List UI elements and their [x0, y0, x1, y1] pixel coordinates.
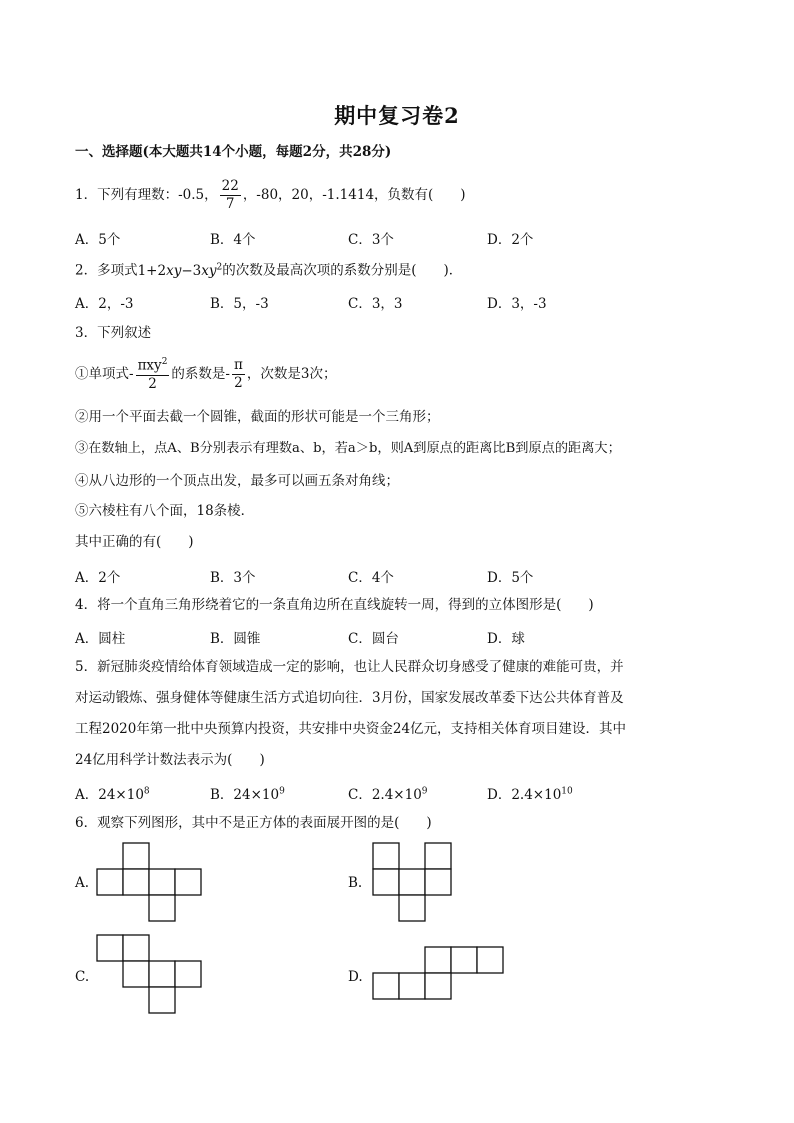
q2-expr-part: −3: [181, 262, 202, 279]
q3-statement-4: ④从八边形的一个顶点出发，最多可以画五条对角线；: [75, 473, 399, 489]
question-1: [75, 175, 466, 215]
question-5-line-1: 5．新冠肺炎疫情给体育领域造成一定的影响，也让人民群众切身感受了健康的难能可贵，并: [75, 659, 624, 675]
q1-text-pre: 1．下列有理数：-0.5，: [75, 187, 218, 203]
question-2: [75, 258, 462, 280]
q2-expr-exponent: 2: [216, 262, 223, 272]
q3-option-c: C．4个: [348, 570, 394, 586]
q6-net-b: [372, 842, 454, 922]
q5-option-d: [487, 783, 573, 803]
q1-option-b: B．4个: [210, 232, 256, 248]
question-5-line-2: 对运动锻炼、强身健体等健康生活方式追切向往．3月份，国家发展改革委下达公共体育普及: [75, 690, 624, 706]
q5-option-b: [210, 783, 285, 803]
q1-denominator: 7: [225, 196, 235, 212]
question-4: 4．将一个直角三角形绕着它的一条直角边所在直线旋转一周，得到的立体图形是( ): [75, 597, 594, 613]
q6-label-d: D.: [348, 969, 363, 985]
q3-option-d: D．5个: [487, 570, 534, 586]
q2-option-b: B．5，-3: [210, 296, 269, 312]
q3-s1-numerator-2: π: [232, 359, 245, 376]
q2-expr-part: 1+2: [137, 262, 167, 279]
q6-label-b: B.: [348, 875, 363, 891]
q3-s1-fraction-2: [232, 356, 245, 391]
q5-b-exponent: 9: [279, 786, 285, 797]
q3-s1-exponent: 2: [161, 356, 168, 367]
q2-option-d: D．3，-3: [487, 296, 547, 312]
q3-s1-denominator: 2: [148, 375, 157, 392]
q2-option-c: C．3，3: [348, 296, 403, 312]
q1-text-post: ，-80，20，-1.1414，负数有( ): [242, 187, 466, 203]
question-6: 6．观察下列图形，其中不是正方体的表面展开图的是( ): [75, 815, 432, 831]
q4-option-a: A．圆柱: [75, 631, 126, 647]
q6-net-d: [372, 946, 506, 1000]
question-5-line-4: 24亿用科学计数法表示为( ): [75, 752, 265, 768]
q6-label-a: A.: [75, 875, 90, 891]
q6-net-a: [96, 842, 204, 922]
q2-text-post: 的次数及最高次项的系数分别是( )．: [222, 262, 463, 279]
q3-s1-numerator: [136, 358, 170, 376]
q5-a-base: A．24×10: [75, 787, 144, 803]
q3-option-a: A．2个: [75, 570, 121, 586]
question-5-line-3: 工程2020年第一批中央预算内投资，共安排中央资金24亿元，支持相关体育项目建设．其中: [75, 721, 627, 737]
q5-a-exponent: 8: [143, 786, 150, 797]
q1-option-c: C．3个: [348, 232, 394, 248]
q2-expr-var: xy: [201, 262, 217, 279]
q3-s1-pre: ①单项式-: [75, 366, 134, 382]
q3-option-b: B．3个: [210, 570, 256, 586]
q3-s1-post: ，次数是3次；: [246, 366, 337, 382]
section-heading: 一、选择题(本大题共14个小题，每题2分，共28分): [75, 144, 392, 160]
question-3: 3．下列叙述: [75, 325, 152, 341]
q1-fraction: [220, 177, 241, 212]
q1-numerator: 22: [220, 180, 241, 197]
q3-s1-denominator-2: 2: [234, 375, 243, 391]
q6-label-c: C.: [75, 969, 90, 985]
q5-d-exponent: 10: [561, 786, 573, 797]
q6-net-c: [96, 934, 204, 1014]
q5-c-exponent: 9: [421, 786, 428, 797]
q2-expr-var: xy: [166, 262, 182, 279]
page-title: 期中复习卷2: [334, 103, 460, 128]
q5-b-base: B．24×10: [210, 787, 280, 803]
q3-statement-2: ②用一个平面去截一个圆锥，截面的形状可能是一个三角形；: [75, 409, 440, 425]
q5-c-base: C．2.4×10: [348, 787, 422, 803]
q3-s1-mid: 的系数是-: [171, 366, 230, 382]
q3-statement-3: ③在数轴上，点A、B分别表示有理数a、b，若a＞b，则A到原点的距离比B到原点的距离大；: [75, 441, 621, 456]
q4-option-c: C．圆台: [348, 631, 399, 647]
q3-s1-num-text: πxy: [137, 357, 162, 374]
q5-d-base: D．2.4×10: [487, 787, 562, 803]
q4-option-d: D．球: [487, 631, 525, 647]
q3-statement-1: [75, 354, 336, 394]
q2-text-pre: 2．多项式: [75, 262, 138, 279]
q3-s1-fraction: [136, 358, 170, 392]
q2-expression: [138, 263, 223, 279]
q2-option-a: A．2，-3: [75, 296, 134, 312]
q1-option-a: A．5个: [75, 232, 121, 248]
q3-question: 其中正确的有( ): [75, 534, 194, 550]
q5-option-c: [348, 783, 428, 803]
q5-option-a: [75, 783, 150, 803]
q3-statement-5: ⑤六棱柱有八个面，18条棱．: [75, 503, 255, 519]
q1-option-d: D．2个: [487, 232, 534, 248]
q4-option-b: B．圆锥: [210, 631, 261, 647]
